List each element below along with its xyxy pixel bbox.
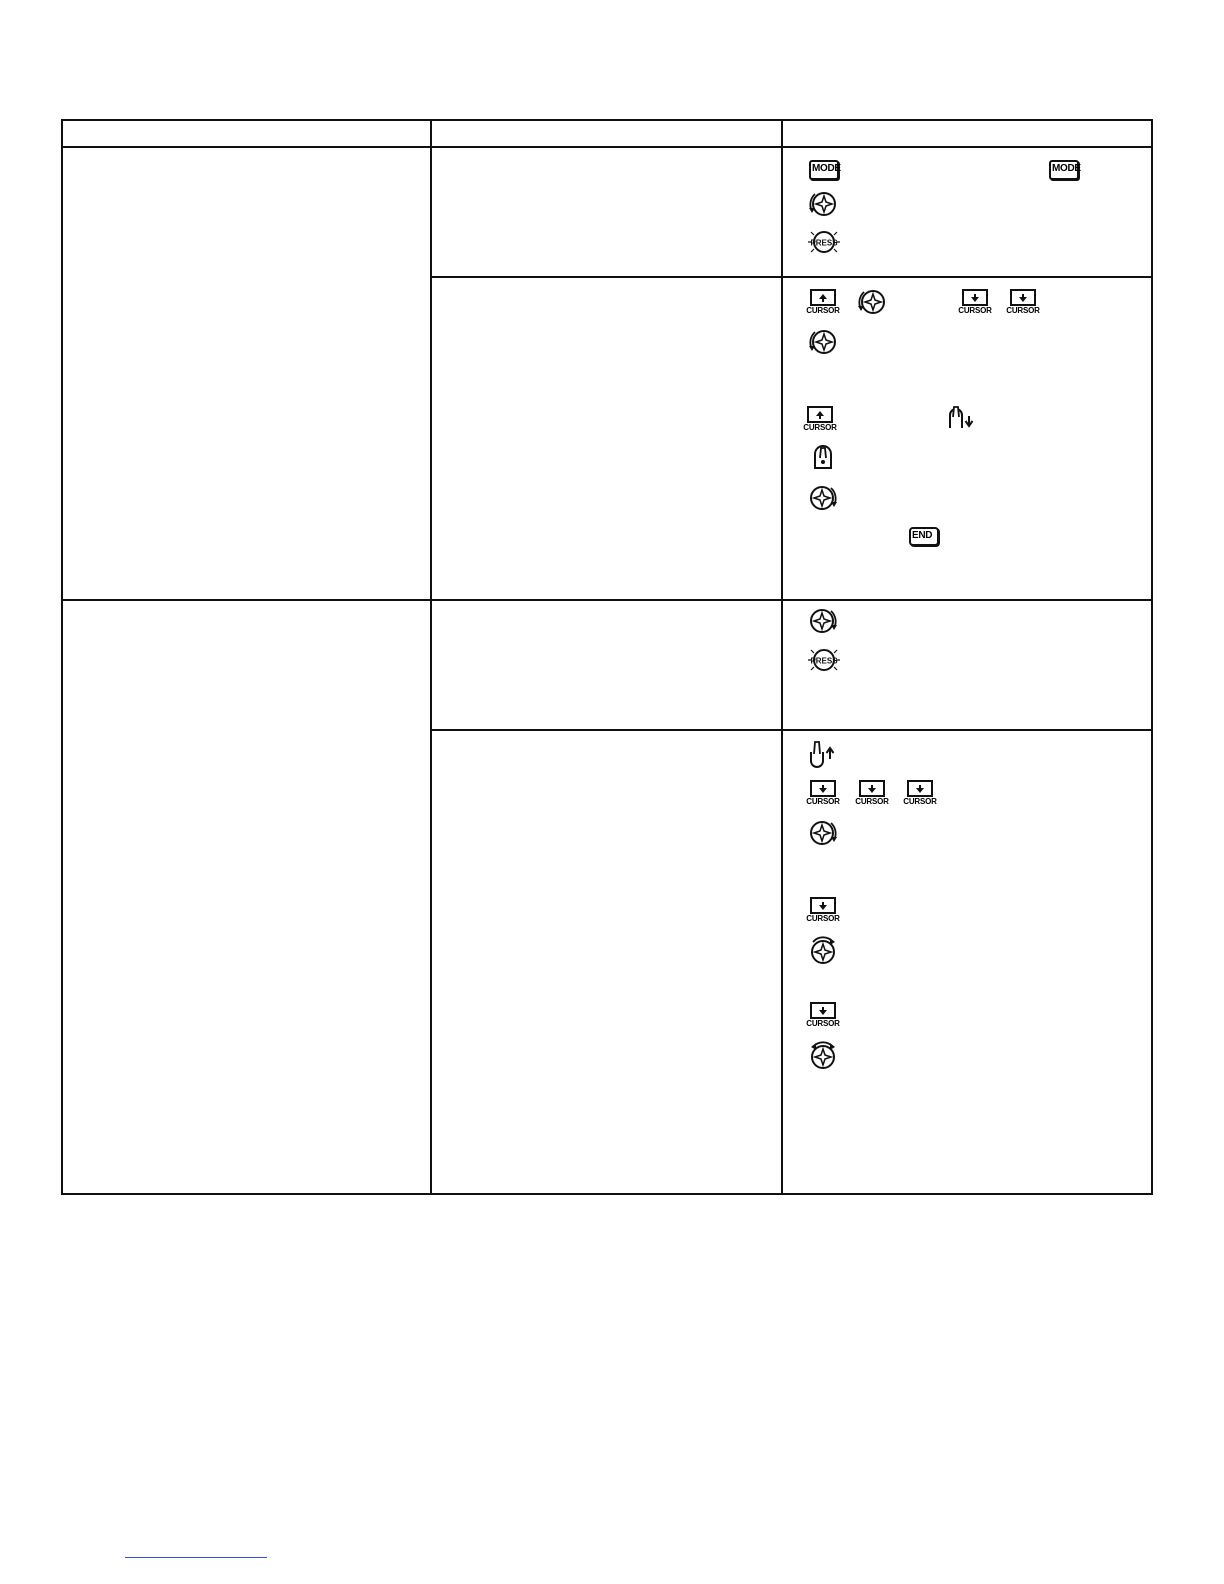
dial-left-icon xyxy=(855,285,889,317)
dial-left-icon xyxy=(806,325,840,357)
footer-link-underline xyxy=(125,1557,267,1558)
table-bottom-border xyxy=(61,1193,1153,1195)
cursor-down-key-icon xyxy=(806,1001,840,1029)
column-divider-2 xyxy=(781,119,783,1195)
cursor-key-label: CURSOR xyxy=(958,306,992,315)
end-key-label: END xyxy=(909,527,939,546)
cursor-key-label: CURSOR xyxy=(855,797,889,806)
mode-key-icon xyxy=(1049,160,1079,180)
dial-left-icon xyxy=(806,187,840,219)
lever-up-icon xyxy=(806,738,836,768)
row2-sub-divider xyxy=(431,729,1153,731)
press-key-icon xyxy=(806,227,842,257)
mode-key-label: MODE xyxy=(809,160,839,180)
cursor-down-key-icon xyxy=(1006,288,1040,316)
dial-right-icon xyxy=(806,604,840,636)
header-bottom-border xyxy=(61,146,1153,148)
cursor-down-key-icon xyxy=(903,779,937,807)
table-top-border xyxy=(61,119,1153,121)
lever-down-icon xyxy=(945,403,975,433)
dial-right-icon xyxy=(806,481,840,513)
svg-text:PRESS: PRESS xyxy=(810,656,838,666)
column-divider-1 xyxy=(430,119,432,1195)
mode-key-label: MODE xyxy=(1049,160,1079,180)
cursor-key-label: CURSOR xyxy=(806,306,840,315)
table-left-border xyxy=(61,119,63,1195)
row-divider xyxy=(61,599,1153,601)
cursor-down-key-icon xyxy=(958,288,992,316)
dial-top-right-icon xyxy=(806,934,840,966)
table-right-border xyxy=(1151,119,1153,1195)
cursor-key-label: CURSOR xyxy=(903,797,937,806)
cursor-key-label: CURSOR xyxy=(806,797,840,806)
dial-right-icon xyxy=(806,816,840,848)
cursor-key-label: CURSOR xyxy=(806,1019,840,1028)
cursor-key-label: CURSOR xyxy=(803,423,837,432)
cursor-down-key-icon xyxy=(806,779,840,807)
press-key-icon xyxy=(806,645,842,675)
cursor-key-label: CURSOR xyxy=(806,914,840,923)
cursor-up-key-icon xyxy=(803,405,837,433)
mode-key-icon xyxy=(809,160,839,180)
cursor-down-key-icon xyxy=(806,896,840,924)
cursor-down-key-icon xyxy=(855,779,889,807)
cursor-up-key-icon xyxy=(806,288,840,316)
svg-text:PRESS: PRESS xyxy=(810,238,838,248)
lever-center-icon xyxy=(808,442,838,472)
dial-top-icon xyxy=(806,1039,840,1071)
cursor-key-label: CURSOR xyxy=(1006,306,1040,315)
end-key-icon xyxy=(909,527,939,546)
row1-sub-divider xyxy=(431,276,1153,278)
